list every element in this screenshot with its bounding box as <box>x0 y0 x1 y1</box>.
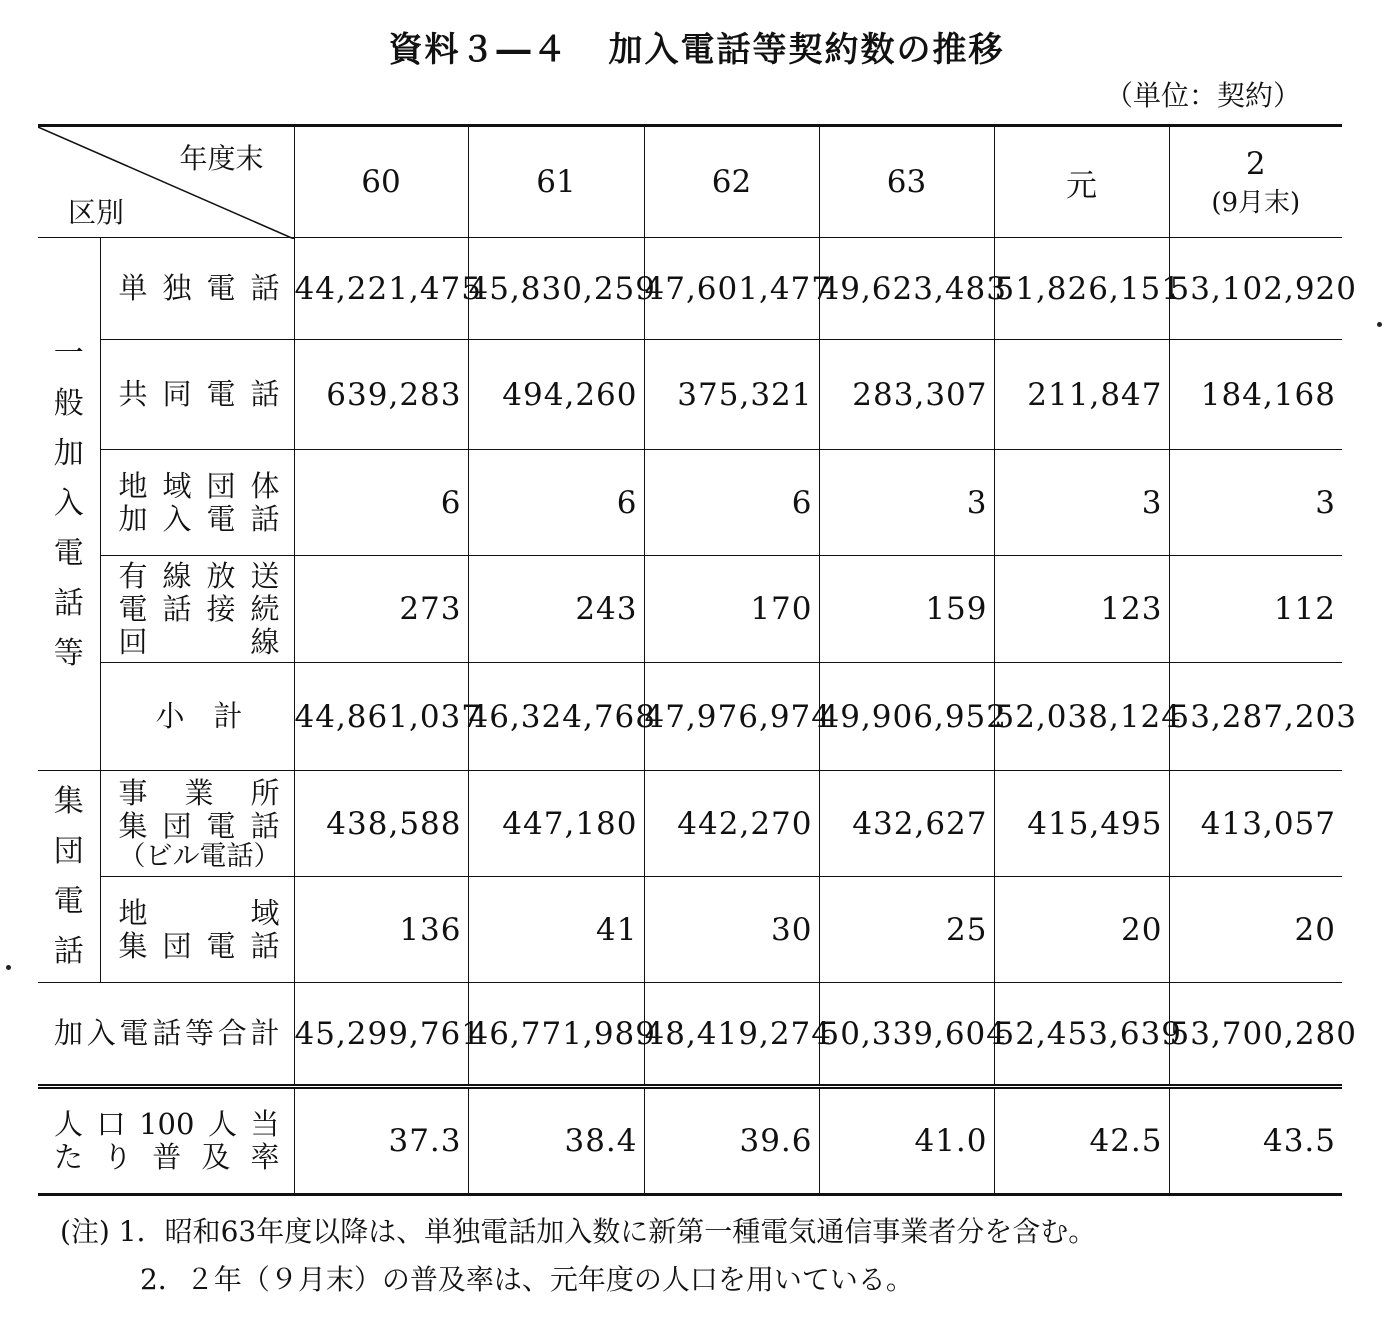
scan-speck <box>6 965 11 970</box>
cell: 20 <box>994 877 1169 983</box>
cell: 39.6 <box>644 1087 819 1195</box>
cell: 375,321 <box>644 340 819 450</box>
group-label-group-phone: 集団電話 <box>38 771 100 983</box>
cell: 38.4 <box>468 1087 644 1195</box>
cell: 43.5 <box>1169 1087 1342 1195</box>
cell: 49,623,483 <box>819 238 994 340</box>
cell: 20 <box>1169 877 1342 983</box>
year-header: 63 <box>819 126 994 238</box>
year-header: 62 <box>644 126 819 238</box>
row-label: 単独電話 <box>100 238 294 340</box>
table-row <box>38 556 1342 663</box>
cell: 413,057 <box>1169 771 1342 877</box>
cell: 6 <box>294 450 468 556</box>
cell: 53,287,203 <box>1169 663 1342 771</box>
cell: 52,038,124 <box>994 663 1169 771</box>
page-title <box>0 22 1393 71</box>
year-header: 60 <box>294 126 468 238</box>
cell: 48,419,274 <box>644 983 819 1087</box>
year-header-last <box>1169 126 1342 238</box>
cell: 3 <box>1169 450 1342 556</box>
cell: 136 <box>294 877 468 983</box>
cell: 45,830,259 <box>468 238 644 340</box>
cell: 442,270 <box>644 771 819 877</box>
footnotes <box>60 1208 1096 1304</box>
cell: 283,307 <box>819 340 994 450</box>
cell: 41.0 <box>819 1087 994 1195</box>
row-label: 小 計 <box>100 663 294 771</box>
row-label: 事 業 所 集団電話 （ビル電話） <box>100 771 294 877</box>
row-label: 地 域 集団電話 <box>100 877 294 983</box>
cell: 41 <box>468 877 644 983</box>
table-row <box>38 771 1342 877</box>
table-row <box>38 877 1342 983</box>
cell: 211,847 <box>994 340 1169 450</box>
cell: 639,283 <box>294 340 468 450</box>
cell: 51,826,151 <box>994 238 1169 340</box>
group-label-general: 一般加入電話等 <box>38 238 100 771</box>
cell: 112 <box>1169 556 1342 663</box>
cell: 415,495 <box>994 771 1169 877</box>
table-row <box>38 238 1342 340</box>
total-row <box>38 983 1342 1087</box>
cell: 53,700,280 <box>1169 983 1342 1087</box>
cell: 6 <box>644 450 819 556</box>
category-label: 区別 <box>68 196 125 229</box>
header-corner <box>38 126 294 238</box>
table-row <box>38 340 1342 450</box>
cell: 53,102,920 <box>1169 238 1342 340</box>
doc-number: 資料３―４ <box>388 30 569 70</box>
year-label: 年度末 <box>179 142 264 175</box>
title-text: 加入電話等契約数の推移 <box>608 30 1005 70</box>
cell: 3 <box>819 450 994 556</box>
unit-label: （単位：契約） <box>1104 79 1301 112</box>
cell: 44,221,475 <box>294 238 468 340</box>
cell: 42.5 <box>994 1087 1169 1195</box>
row-label: 有線放送 電話接続 回 線 <box>100 556 294 663</box>
rate-row <box>38 1087 1342 1195</box>
cell: 494,260 <box>468 340 644 450</box>
row-label: 共同電話 <box>100 340 294 450</box>
table-row <box>38 450 1342 556</box>
cell: 432,627 <box>819 771 994 877</box>
row-label: 人口100人当 たり普及率 <box>38 1087 294 1195</box>
row-label: 加入電話等合計 <box>38 983 294 1087</box>
cell: 243 <box>468 556 644 663</box>
cell: 46,324,768 <box>468 663 644 771</box>
cell: 184,168 <box>1169 340 1342 450</box>
cell: 45,299,761 <box>294 983 468 1087</box>
cell: 47,601,477 <box>644 238 819 340</box>
cell: 49,906,952 <box>819 663 994 771</box>
cell: 46,771,989 <box>468 983 644 1087</box>
year-header: 61 <box>468 126 644 238</box>
cell: 50,339,604 <box>819 983 994 1087</box>
cell: 6 <box>468 450 644 556</box>
cell: 447,180 <box>468 771 644 877</box>
cell: 25 <box>819 877 994 983</box>
footnote-1: (注) 1．昭和63年度以降は、単独電話加入数に新第一種電気通信事業者分を含む。 <box>60 1215 1097 1248</box>
row-label: 地域団体 加入電話 <box>100 450 294 556</box>
cell: 159 <box>819 556 994 663</box>
contracts-table <box>38 124 1357 1196</box>
year-header-value: 2 <box>1245 145 1266 182</box>
year-header-note: (9月末) <box>1211 187 1301 218</box>
cell: 30 <box>644 877 819 983</box>
cell: 3 <box>994 450 1169 556</box>
cell: 170 <box>644 556 819 663</box>
cell: 123 <box>994 556 1169 663</box>
subtotal-row <box>38 663 1342 771</box>
cell: 47,976,974 <box>644 663 819 771</box>
year-header: 元 <box>994 126 1169 238</box>
footnote-2: 2．２年（９月末）の普及率は、元年度の人口を用いている。 <box>140 1263 914 1296</box>
header-row <box>38 126 1342 238</box>
cell: 44,861,037 <box>294 663 468 771</box>
scan-speck <box>1377 322 1382 327</box>
cell: 273 <box>294 556 468 663</box>
cell: 438,588 <box>294 771 468 877</box>
cell: 52,453,639 <box>994 983 1169 1087</box>
cell: 37.3 <box>294 1087 468 1195</box>
